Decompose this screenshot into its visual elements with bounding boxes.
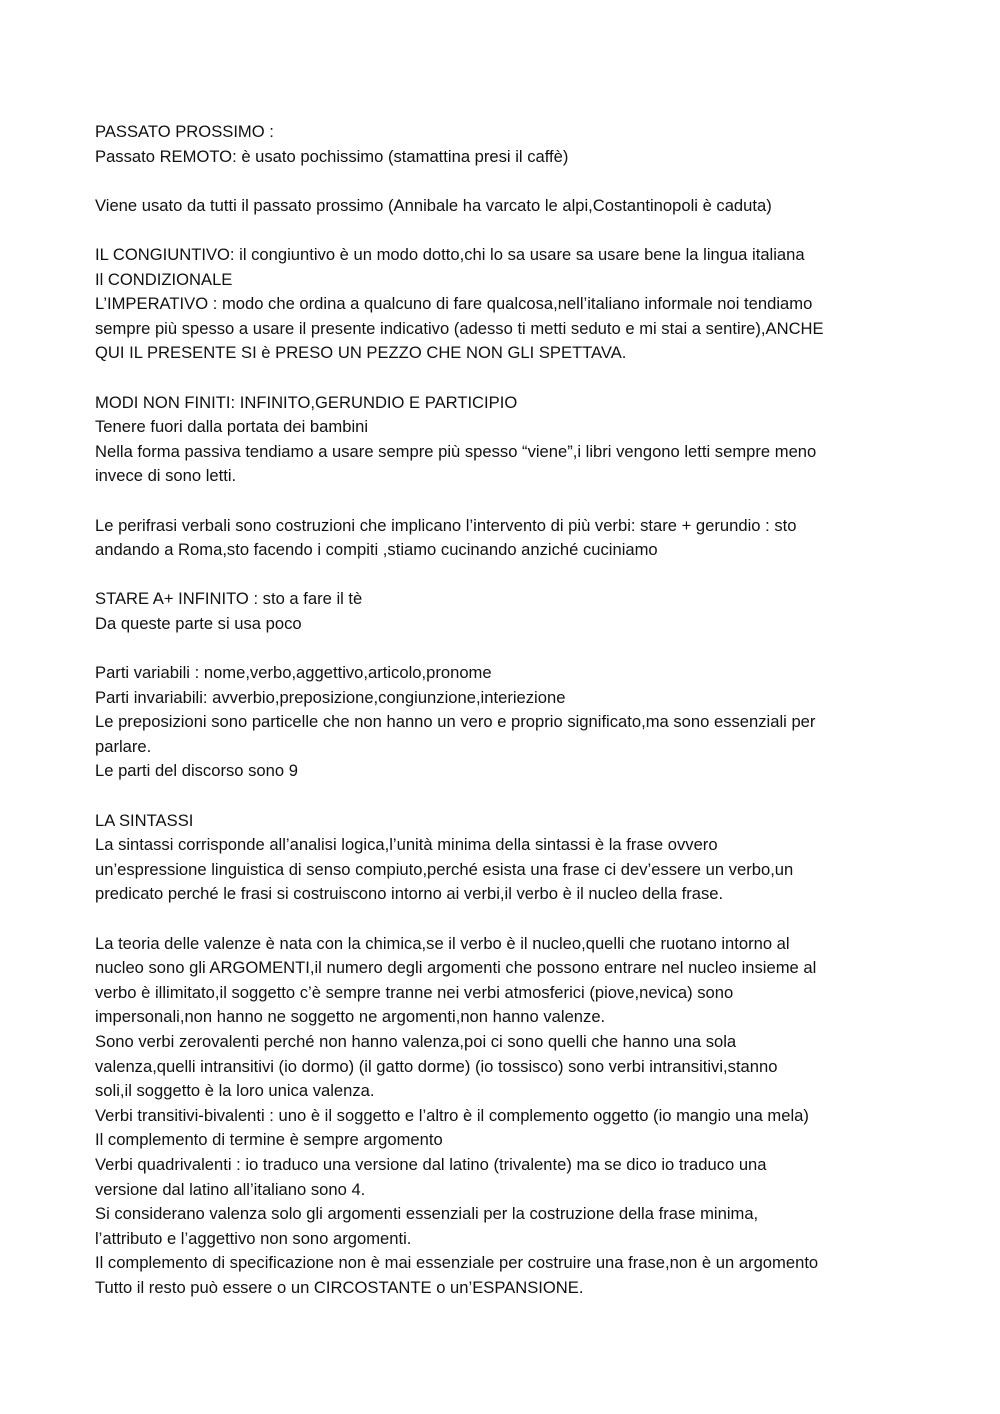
text-line: La teoria delle valenze è nata con la chimica,se il verbo è il nucleo,quelli che ruotano intorno al: [95, 933, 790, 953]
text-line: Le perifrasi verbali sono costruzioni che implicano l’intervento di più verbi: stare + gerundio : sto: [95, 515, 797, 535]
text-line: L’IMPERATIVO : modo che ordina a qualcuno di fare qualcosa,nell’italiano informale noi tendiamo: [95, 294, 813, 314]
paragraph-spacer: [95, 907, 910, 932]
text-line: nucleo sono gli ARGOMENTI,il numero degli argomenti che possono entrare nel nucleo insieme al: [95, 958, 817, 978]
text-line: un’espressione linguistica di senso compiuto,perché esista una frase ci dev’essere un verbo,un: [95, 859, 794, 879]
text-line: invece di sono letti.: [95, 466, 237, 486]
text-line: STARE A+ INFINITO : sto a fare il tè: [95, 589, 363, 609]
paragraph: [95, 587, 910, 636]
paragraph: [95, 194, 910, 219]
text-line: Tenere fuori dalla portata dei bambini: [95, 417, 369, 437]
paragraph-spacer: [95, 784, 910, 809]
paragraph: [95, 932, 910, 1301]
text-line: Si considerano valenza solo gli argomenti essenziali per la costruzione della frase minima,: [95, 1204, 759, 1224]
text-line: sempre più spesso a usare il presente indicativo (adesso ti metti seduto e mi stai a sentire),ANCHE: [95, 318, 824, 338]
text-line: MODI NON FINITI: INFINITO,GERUNDIO E PARTICIPIO: [95, 392, 518, 412]
text-line: IL CONGIUNTIVO: il congiuntivo è un modo dotto,chi lo sa usare sa usare bene la lingua italiana: [95, 244, 805, 264]
paragraph: [95, 243, 910, 366]
text-line: soli,il soggetto è la loro unica valenza.: [95, 1081, 375, 1101]
paragraph-spacer: [95, 218, 910, 243]
text-line: predicato perché le frasi si costruiscono intorno ai verbi,il verbo è il nucleo della frase.: [95, 884, 724, 904]
text-line: parlare.: [95, 736, 152, 756]
paragraph: [95, 809, 910, 907]
text-line: Verbi transitivi-bivalenti : uno è il soggetto e l’altro è il complemento oggetto (io mangio una mela): [95, 1105, 809, 1125]
text-line: andando a Roma,sto facendo i compiti ,stiamo cucinando anziché cuciniamo: [95, 540, 658, 560]
text-line: Parti variabili : nome,verbo,aggettivo,articolo,pronome: [95, 663, 492, 683]
paragraph: [95, 514, 910, 563]
text-line: QUI IL PRESENTE SI è PRESO UN PEZZO CHE NON GLI SPETTAVA.: [95, 343, 627, 363]
text-line: Viene usato da tutti il passato prossimo (Annibale ha varcato le alpi,Costantinopoli è caduta): [95, 195, 772, 215]
paragraph-spacer: [95, 366, 910, 391]
text-line: versione dal latino all’italiano sono 4.: [95, 1179, 366, 1199]
paragraph: [95, 391, 910, 489]
paragraph: [95, 661, 910, 784]
text-line: Le parti del discorso sono 9: [95, 761, 298, 781]
text-line: PASSATO PROSSIMO :: [95, 122, 274, 141]
paragraph: [95, 120, 910, 169]
text-line: Passato REMOTO: è usato pochissimo (stamattina presi il caffè): [95, 146, 569, 166]
text-line: Sono verbi zerovalenti perché non hanno valenza,poi ci sono quelli che hanno una sola: [95, 1031, 737, 1051]
text-line: Il complemento di specificazione non è mai essenziale per costruire una frase,non è un argomento: [95, 1253, 819, 1273]
text-line: impersonali,non hanno ne soggetto ne argomenti,non hanno valenze.: [95, 1007, 606, 1027]
text-line: Da queste parte si usa poco: [95, 613, 302, 633]
paragraph-spacer: [95, 563, 910, 588]
text-line: Le preposizioni sono particelle che non hanno un vero e proprio significato,ma sono essenziali per: [95, 712, 816, 732]
text-line: l’attributo e l’aggettivo non sono argomenti.: [95, 1228, 412, 1248]
text-line: verbo è illimitato,il soggetto c’è sempre tranne nei verbi atmosferici (piove,nevica) sono: [95, 982, 734, 1002]
text-line: Il CONDIZIONALE: [95, 269, 233, 289]
text-line: LA SINTASSI: [95, 810, 194, 830]
document-body: [95, 120, 910, 1301]
text-line: Tutto il resto può essere o un CIRCOSTANTE o un’ESPANSIONE.: [95, 1277, 584, 1297]
text-line: valenza,quelli intransitivi (io dormo) (il gatto dorme) (io tossisco) sono verbi intransitivi,stanno: [95, 1056, 778, 1076]
text-line: La sintassi corrisponde all’analisi logica,l’unità minima della sintassi è la frase ovvero: [95, 835, 718, 855]
paragraph-spacer: [95, 636, 910, 661]
paragraph-spacer: [95, 169, 910, 194]
text-line: Verbi quadrivalenti : io traduco una versione dal latino (trivalente) ma se dico io traduco una: [95, 1154, 767, 1174]
paragraph-spacer: [95, 489, 910, 514]
text-line: Parti invariabili: avverbio,preposizione,congiunzione,interiezione: [95, 687, 566, 707]
text-line: Il complemento di termine è sempre argomento: [95, 1130, 443, 1150]
text-line: Nella forma passiva tendiamo a usare sempre più spesso “viene”,i libri vengono letti sempre meno: [95, 441, 817, 461]
